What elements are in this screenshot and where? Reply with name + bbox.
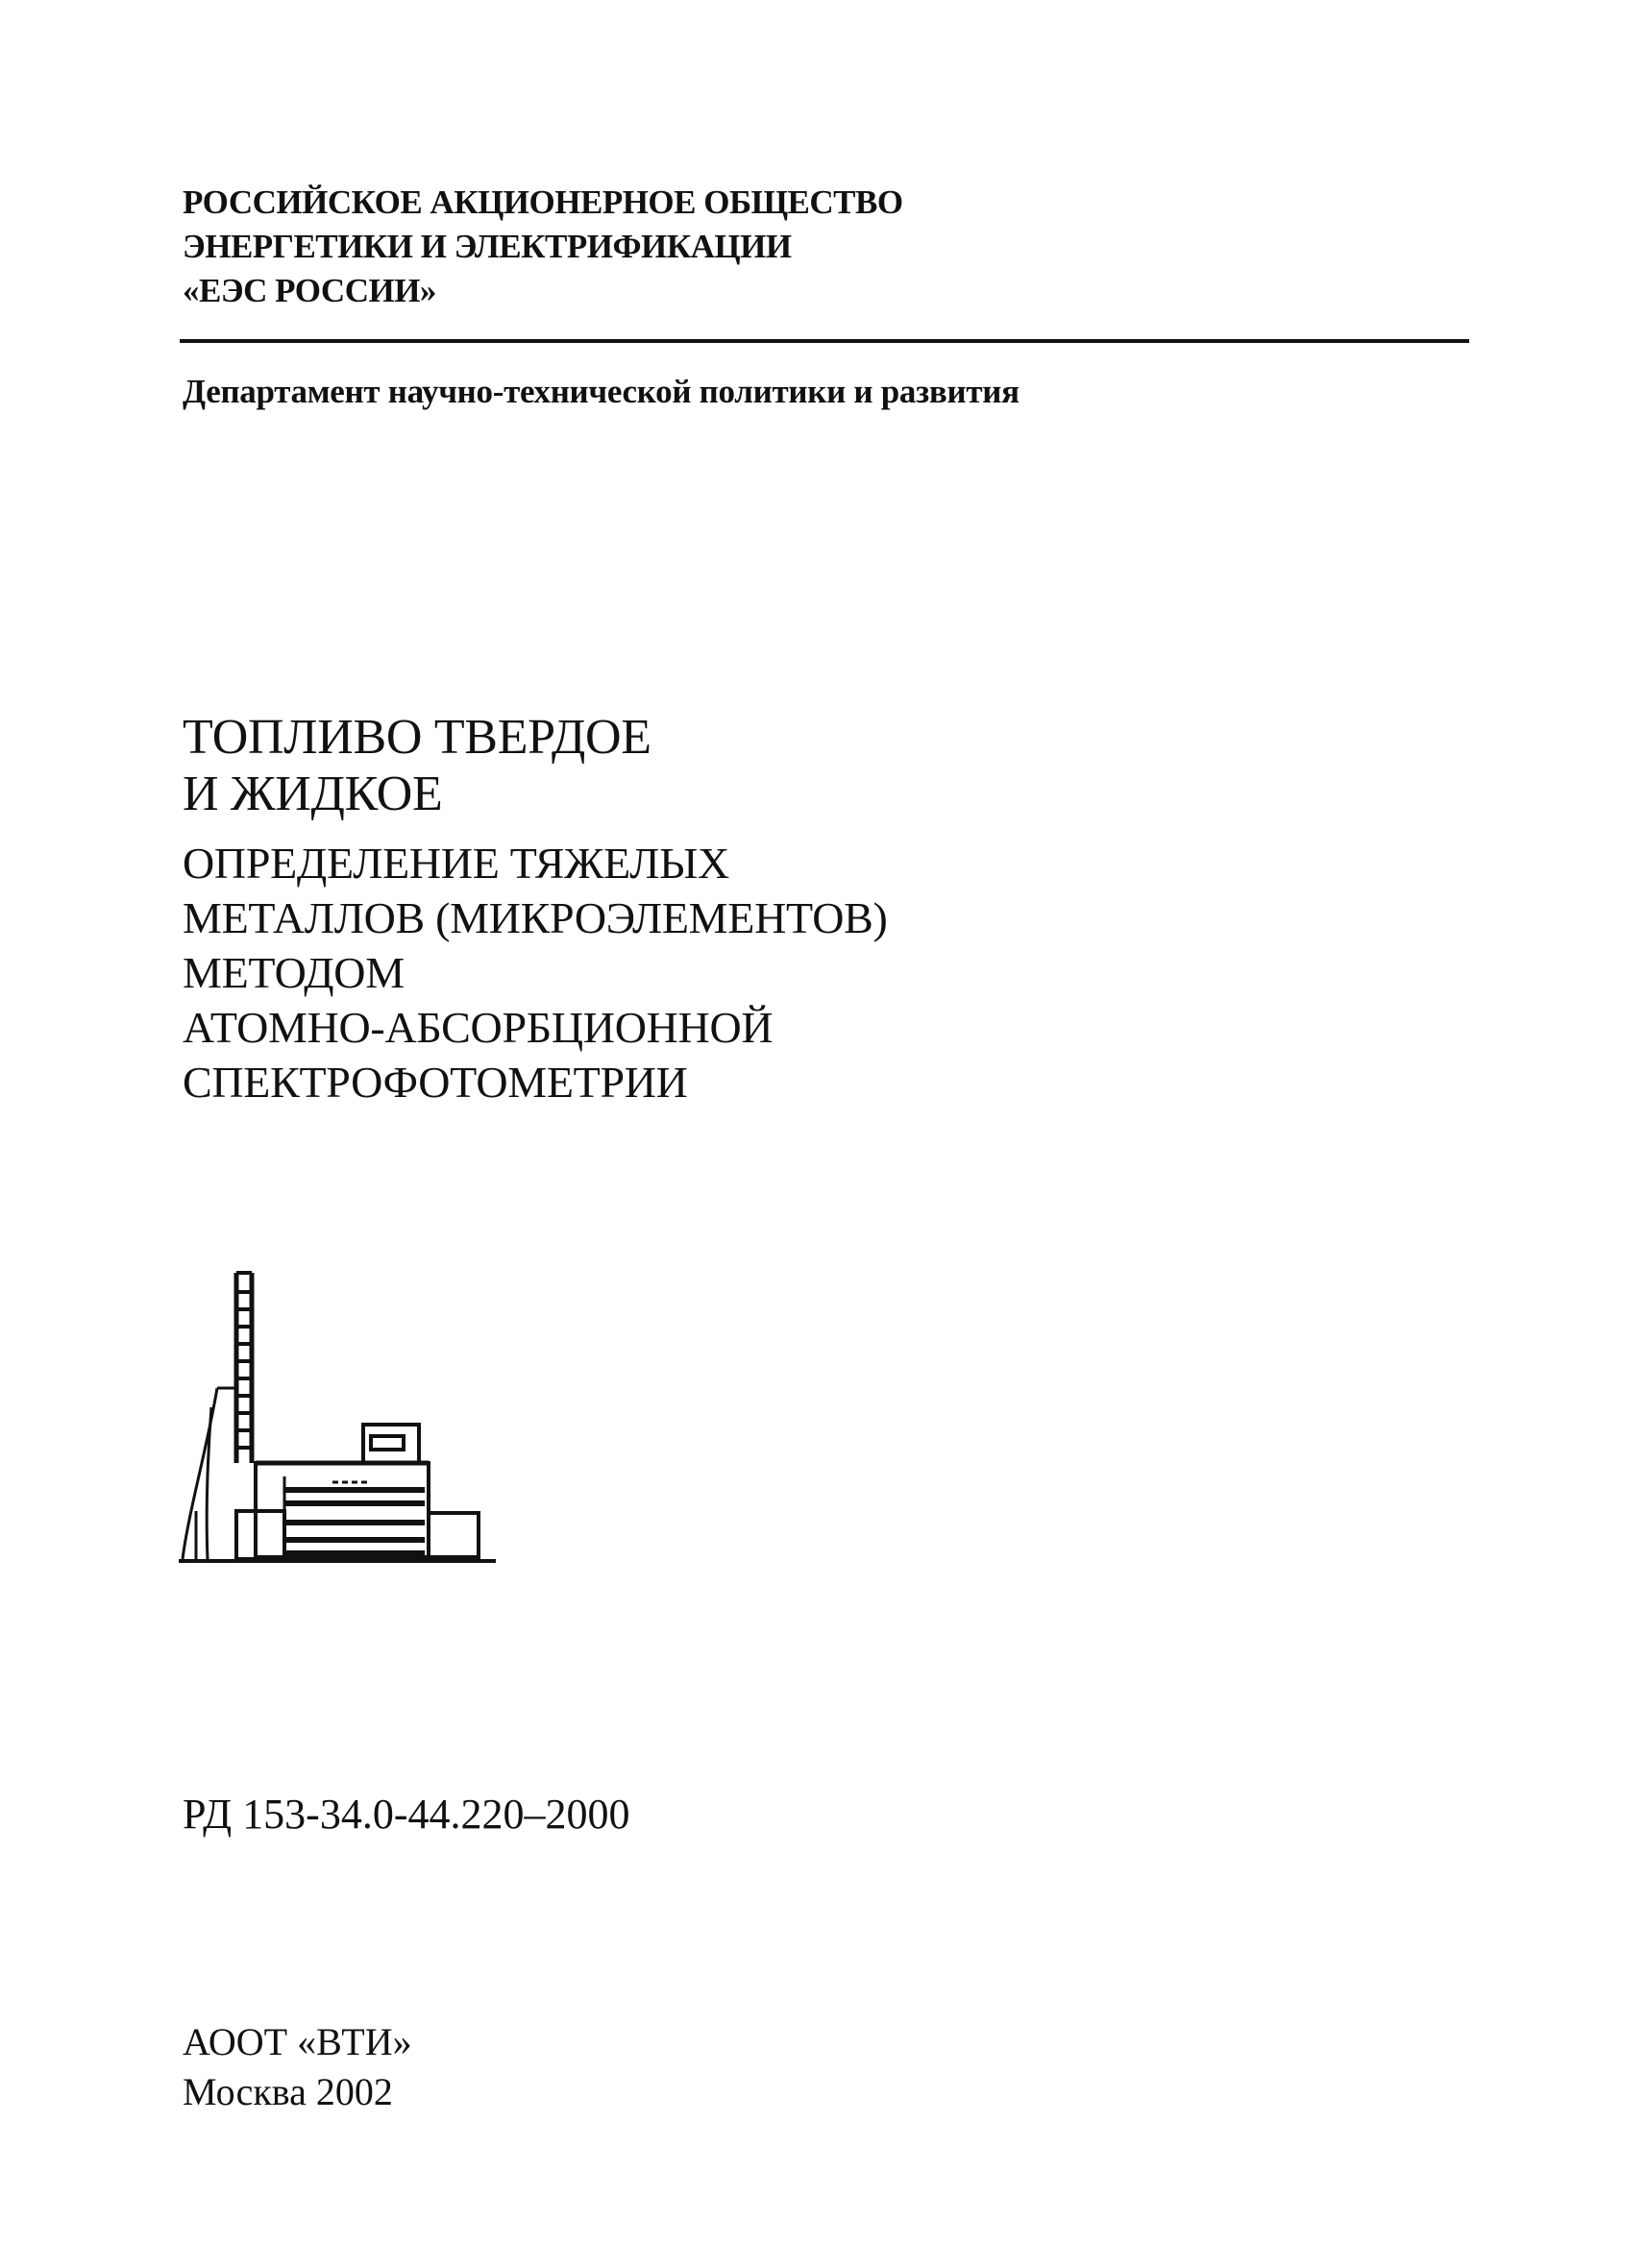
department-name: Департамент научно-технической политики и развития bbox=[183, 373, 1020, 410]
organization-name bbox=[183, 181, 903, 313]
subtitle-line-4: АТОМНО-АБСОРБЦИОННОЙ bbox=[183, 1003, 774, 1052]
subtitle-line-3: МЕТОДОМ bbox=[183, 948, 405, 997]
header-divider bbox=[180, 339, 1469, 343]
document-subtitle bbox=[183, 836, 888, 1110]
document-code: РД 153-34.0-44.220–2000 bbox=[183, 1791, 630, 1838]
org-line-2: ЭНЕРГЕТИКИ И ЭЛЕКТРИФИКАЦИИ bbox=[183, 228, 792, 265]
power-plant-icon bbox=[179, 1254, 592, 1580]
org-line-3: «ЕЭС РОССИИ» bbox=[183, 272, 436, 309]
title-line-1: ТОПЛИВО ТВЕРДОЕ bbox=[183, 710, 651, 765]
org-line-1: РОССИЙСКОЕ АКЦИОНЕРНОЕ ОБЩЕСТВО bbox=[183, 183, 903, 221]
publisher-info bbox=[183, 2017, 412, 2117]
document-title bbox=[183, 709, 651, 822]
publication-city-year: Москва 2002 bbox=[183, 2070, 393, 2113]
title-line-2: И ЖИДКОЕ bbox=[183, 767, 443, 821]
subtitle-line-1: ОПРЕДЕЛЕНИЕ ТЯЖЕЛЫХ bbox=[183, 839, 729, 888]
subtitle-line-2: МЕТАЛЛОВ (МИКРОЭЛЕМЕНТОВ) bbox=[183, 893, 888, 942]
publisher-name: АООТ «ВТИ» bbox=[183, 2020, 412, 2063]
subtitle-line-5: СПЕКТРОФОТОМЕТРИИ bbox=[183, 1058, 688, 1107]
